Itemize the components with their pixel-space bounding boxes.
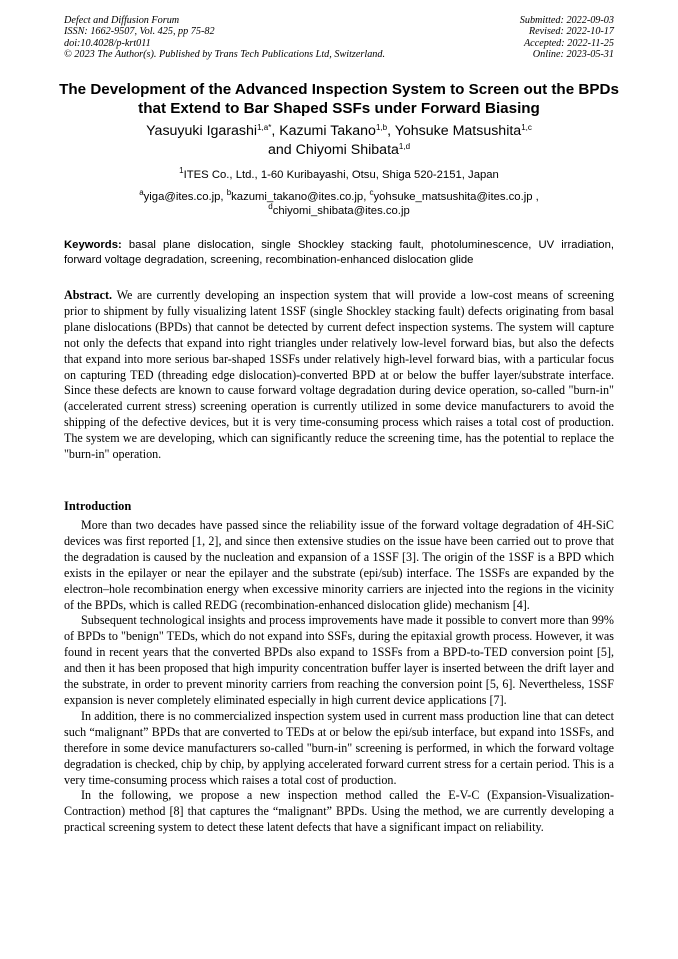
author-name: Yasuyuki Igarashi [146, 123, 258, 139]
section-heading-introduction: Introduction [64, 499, 132, 513]
email-list [50, 190, 628, 219]
paragraph: Subsequent technological insights and process improvements have made it possible to convert more than 99% of BPDs to "benign" TEDs, which do not expand into SSFs, during the epitaxial growth process. However, it was found in recent years that the converted BPDs also expand to 1SSFs from a BPD-to-TED conversion point [5], and then it has been proposed that high impurity concentration buffer layer is inserted between the drift layer and the substrate, in order to prevent minority carriers from reaching the conversion point [5, 6]. Nevertheless, 1SSF expansion is never completely eliminated especially in high current device applications [7]. [64, 613, 614, 707]
email-address: yiga@ites.co.jp [143, 191, 221, 203]
date-submitted: Submitted: 2022-09-03 [519, 15, 614, 26]
abstract-text: We are currently developing an inspection system that will provide a low-cost means of screening prior to shipment by fully visualizing latent 1SSF (single Shockley stacking fault) defects originating from basal plane dislocations (BPDs) that cannot be detected by current defect inspection systems. The system will capture not only the defects that expand into right triangles under relatively low-level forward bias, but also the defects that expand into more serious bar-shaped 1SSFs under relatively high-level forward bias, with a particular focus on capturing TED (threading edge dislocation)-converted BPD at or below the buffer layer/substrate interface. Since these defects are known to cause forward voltage degradation during device operation, so-called "burn-in" (accelerated current stress) screening operation is currently utilized in some device manufacturers to avoid the shipping of the defective devices, but it is very time-consuming process which raises a total cost of production. The system we are developing, which can significantly reduce the screening time, has the potential to replace the "burn-in" operation. [64, 288, 614, 462]
date-revised: Revised: 2022-10-17 [528, 26, 614, 38]
author-separator: , [387, 123, 395, 139]
paper-title: The Development of the Advanced Inspection System to Screen out the BPDs that Extend to Bar Shaped SSFs under Forward Biasing [59, 81, 619, 117]
journal-header-right [520, 15, 614, 61]
email-address: kazumi_takano@ites.co.jp [231, 191, 364, 203]
email-mark: a [139, 188, 144, 197]
keywords [64, 238, 614, 267]
journal-header-left [64, 15, 385, 61]
email-mark: b [226, 188, 232, 197]
author-affil-mark: 1,d [398, 142, 411, 151]
keywords-label: Keywords: [64, 239, 122, 251]
author-affil-mark: 1,b [375, 123, 388, 132]
introduction-body [64, 518, 614, 836]
keywords-text: basal plane dislocation, single Shockley stacking fault, photoluminescence, UV irradiation, forward voltage degradation, screening, recombination-enhanced dislocation glide [64, 239, 614, 266]
email-separator: , [363, 191, 370, 203]
paragraph: In the following, we propose a new inspection method called the E-V-C (Expansion-Visualization-Contraction) method [8] that captures the “malignant” BPDs. Using the method, we are currently developing a practical screening system to detect these latent defects that have a significant impact on reliability. [64, 788, 614, 835]
email-address: chiyomi_shibata@ites.co.jp [272, 205, 410, 218]
journal-doi: doi:10.4028/p-krt011 [64, 37, 151, 49]
abstract-label: Abstract. [64, 288, 113, 302]
date-accepted: Accepted: 2022-11-25 [523, 37, 614, 49]
paragraph: More than two decades have passed since the reliability issue of the forward voltage degradation of 4H-SiC devices was first reported [1, 2], and since then extensive studies on the issue have been carried out to prove that the degradation is caused by the nucleation and expansion of a 1SSF [3]. The origin of the 1SSF is a BPD which exists in the epilayer or near the epilayer and the substrate (epi/sub) interface. The 1SSFs are expanded by the electron–hole recombination energy when excessive minority carriers are injected into the regions in the vicinity of the BPDs, which is called REDG (recombination-enhanced dislocation glide) mechanism [4]. [64, 518, 614, 612]
paragraph: In addition, there is no commercialized inspection system used in current mass production line that can detect such “malignant” BPDs that are converted to TEDs at or below the epi/sub interface, but expand into 1SSFs, and therefore in some device manufacturers so-called "burn-in" screening is performed, in which the forward voltage degradation is checked, chip by chip, by applying accelerated forward current stress for a certain period. This is a very time-consuming process which raises a total cost of production. [64, 708, 614, 787]
email-mark: d [268, 202, 273, 212]
author-name: Chiyomi Shibata [295, 142, 399, 158]
author-name: Yohsuke Matsushita [394, 123, 522, 139]
affiliation [50, 168, 628, 182]
author-list [50, 122, 628, 160]
journal-issn: ISSN: 1662-9507, Vol. 425, pp 75-82 [64, 26, 215, 38]
author-separator: , [271, 123, 280, 139]
author-affil-mark: 1,c [521, 123, 532, 132]
abstract [64, 288, 614, 463]
email-address: yohsuke_matsushita@ites.co.jp , [373, 191, 539, 203]
email-mark: c [369, 188, 374, 197]
date-online: Online: 2023-05-31 [532, 49, 614, 61]
affiliation-text: ITES Co., Ltd., 1-60 Kuribayashi, Otsu, Shiga 520-2151, Japan [183, 169, 499, 181]
journal-copyright: © 2023 The Author(s). Published by Trans Tech Publications Ltd, Switzerland. [64, 49, 386, 61]
author-and: and [267, 142, 296, 158]
author-name: Kazumi Takano [279, 123, 376, 139]
affiliation-mark: 1 [179, 166, 184, 175]
email-separator: , [220, 191, 227, 203]
journal-name: Defect and Diffusion Forum [64, 15, 180, 26]
author-affil-mark: 1,a* [257, 123, 272, 132]
